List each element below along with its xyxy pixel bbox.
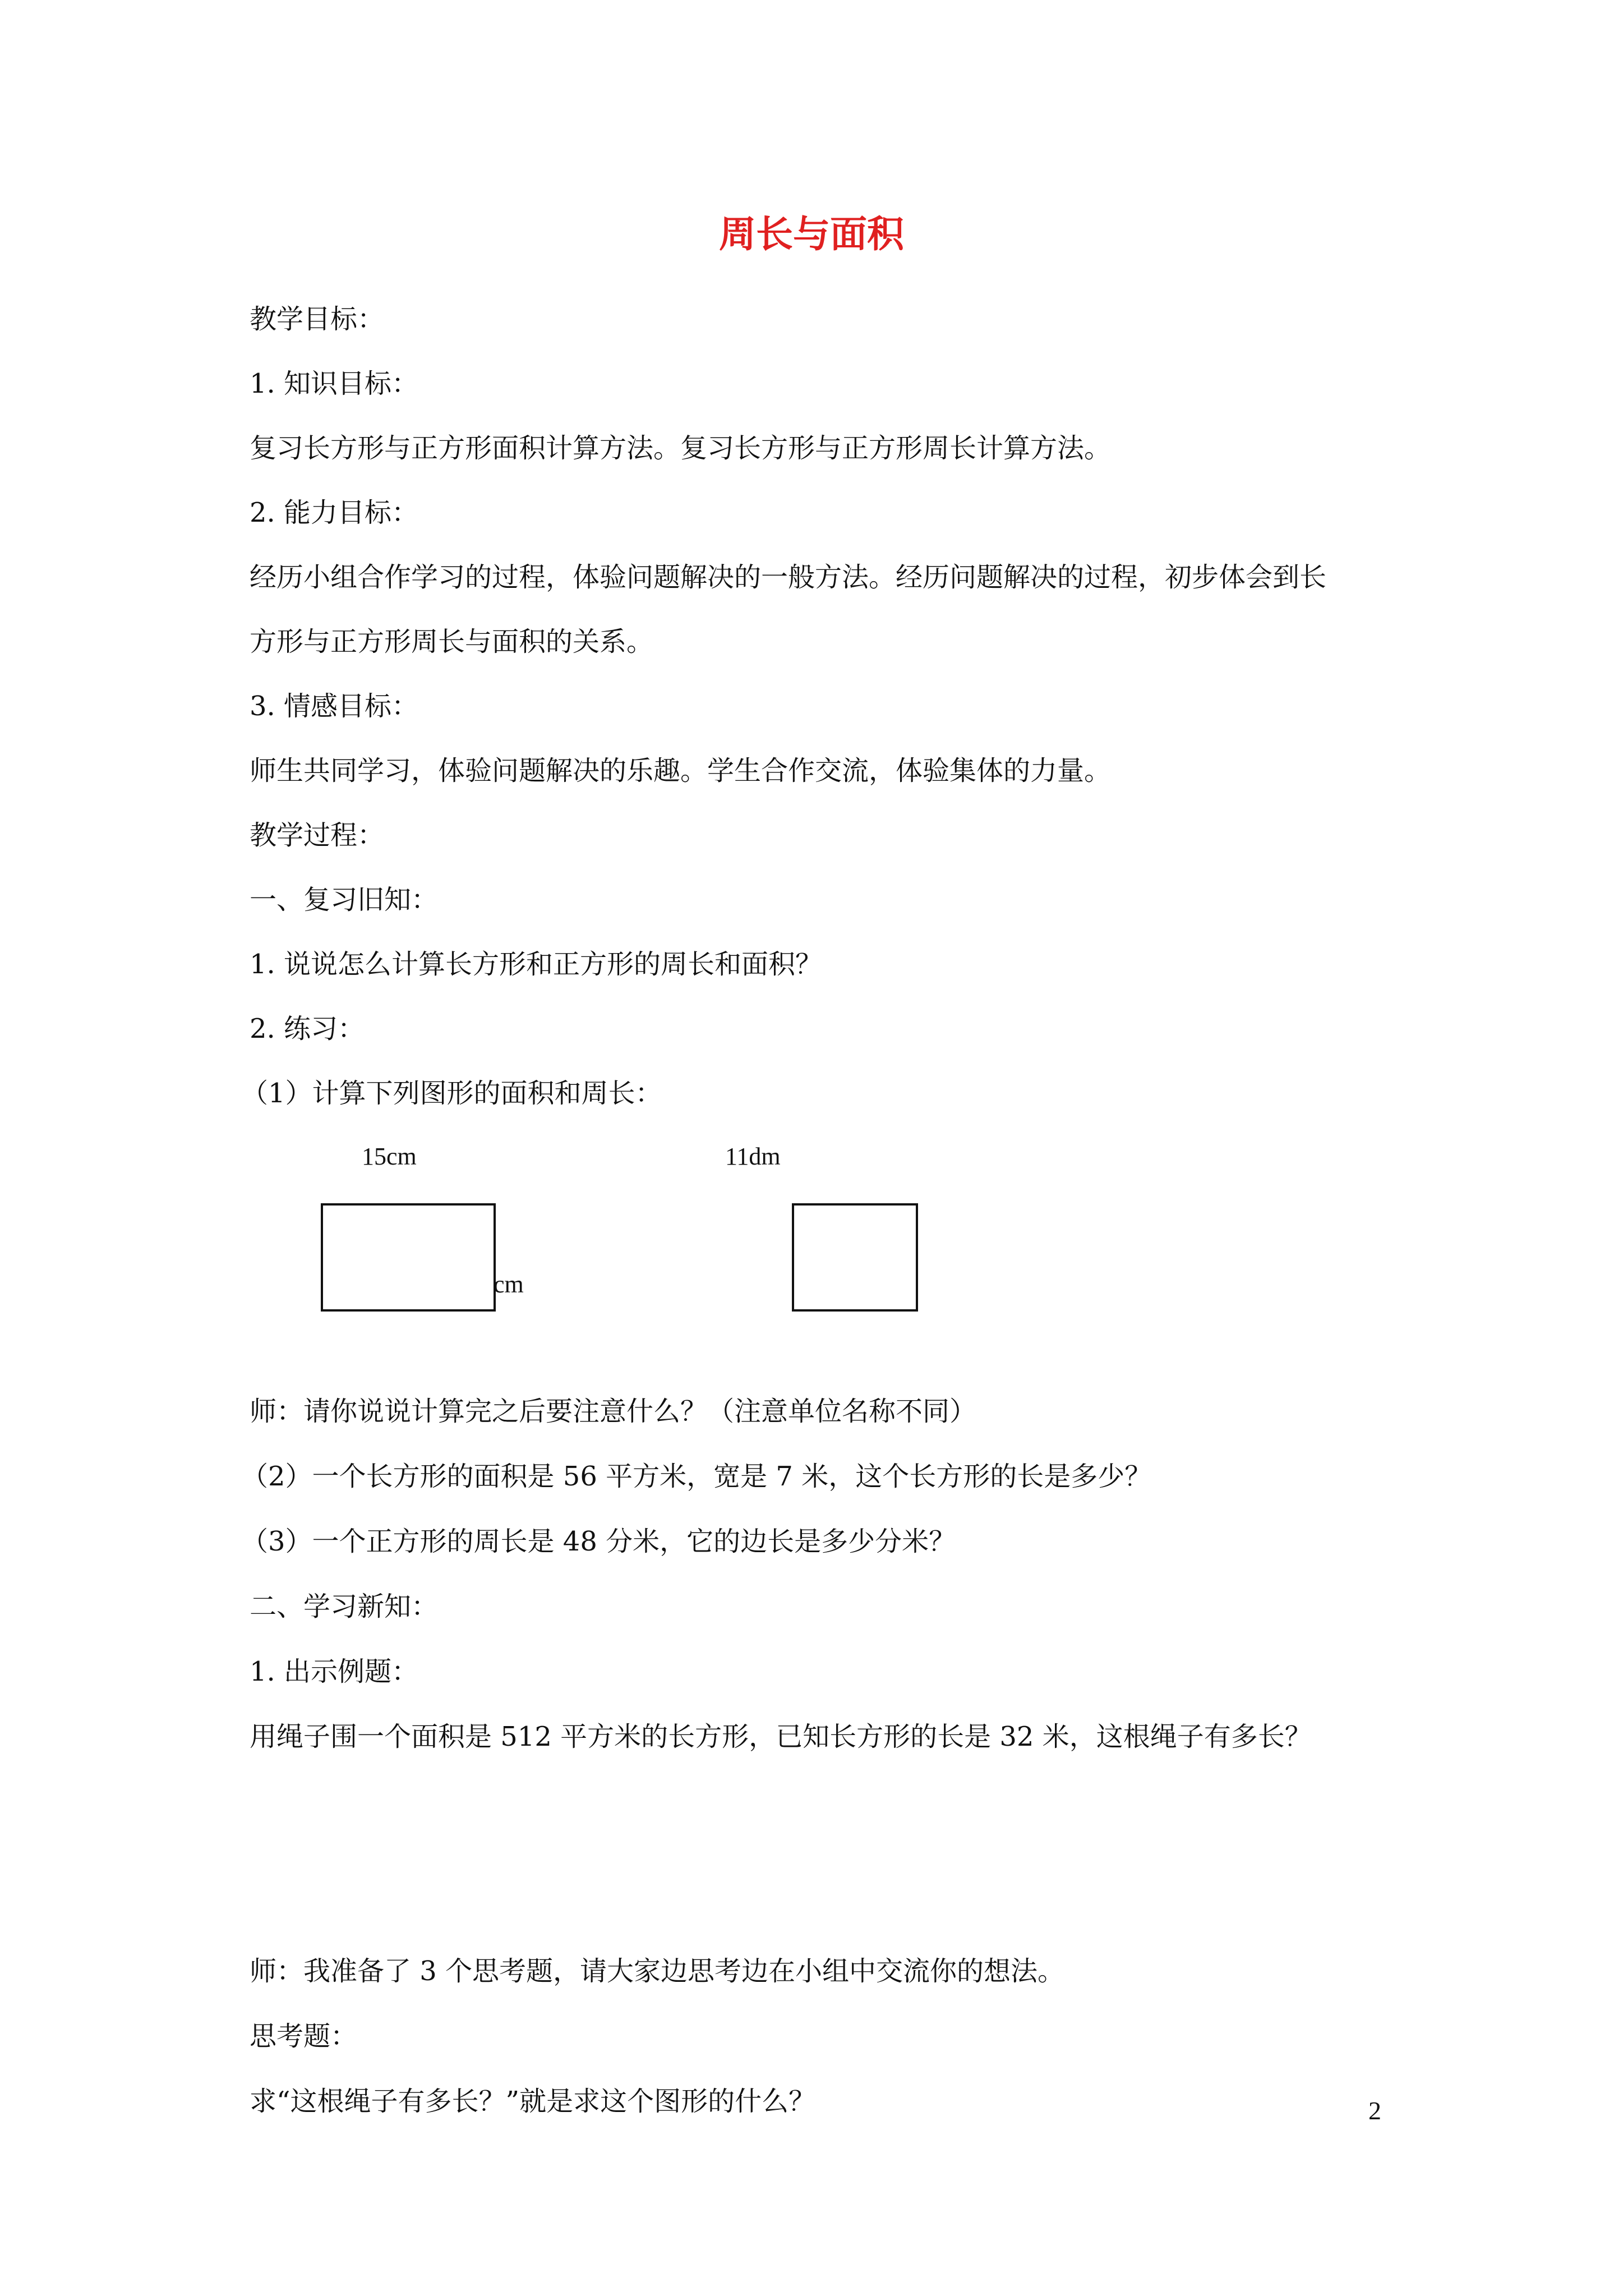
rect2-top-label: 11dm [725, 1143, 781, 1170]
example-heading: 1. 出示例题： [250, 1656, 419, 1687]
section-heading-teaching-process: 教学过程： [250, 820, 385, 851]
goal-1-text: 复习长方形与正方形面积计算方法。复习长方形与正方形周长计算方法。 [250, 432, 1112, 464]
rectangle-figure [321, 1203, 496, 1312]
goal-1-heading: 1. 知识目标： [250, 368, 419, 399]
part-1-heading: 一、复习旧知： [250, 884, 439, 915]
section-heading-teaching-goals: 教学目标： [250, 303, 385, 335]
exercise-3: （3）一个正方形的周长是 48 分米，它的边长是多少分米？ [241, 1526, 956, 1557]
square-figure [792, 1203, 918, 1312]
part-2-heading: 二、学习新知： [250, 1591, 439, 1622]
goal-2-text-line-2: 方形与正方形周长与面积的关系。 [250, 626, 654, 657]
goal-3-heading: 3. 情感目标： [250, 691, 419, 722]
review-question-1: 1. 说说怎么计算长方形和正方形的周长和面积？ [250, 949, 823, 980]
goal-2-text-line-1: 经历小组合作学习的过程，体验问题解决的一般方法。经历问题解决的过程，初步体会到长 [250, 562, 1327, 593]
goal-2-heading: 2. 能力目标： [250, 497, 419, 528]
thinking-questions-heading: 思考题： [250, 2021, 358, 2052]
page-number: 2 [1368, 2096, 1381, 2125]
practice-heading: 2. 练习： [250, 1013, 365, 1045]
rect1-top-label: 15cm [362, 1143, 417, 1170]
example-problem: 用绳子围一个面积是 512 平方米的长方形，已知长方形的长是 32 米，这根绳子有多长？ [250, 1721, 1312, 1752]
goal-3-text: 师生共同学习，体验问题解决的乐趣。学生合作交流，体验集体的力量。 [250, 755, 1112, 786]
teacher-note-1: 师：请你说说计算完之后要注意什么？（注意单位名称不同） [250, 1396, 977, 1427]
rect1-side-label: cm [494, 1271, 524, 1298]
teacher-note-2: 师：我准备了 3 个思考题，请大家边思考边在小组中交流你的想法。 [250, 1955, 1065, 1987]
thinking-question-1: 求“这根绳子有多长？”就是求这个图形的什么？ [250, 2086, 816, 2117]
exercise-1: （1）计算下列图形的面积和周长： [241, 1078, 662, 1109]
exercise-2: （2）一个长方形的面积是 56 平方米，宽是 7 米，这个长方形的长是多少？ [241, 1461, 1152, 1492]
page-title: 周长与面积 [719, 213, 904, 256]
